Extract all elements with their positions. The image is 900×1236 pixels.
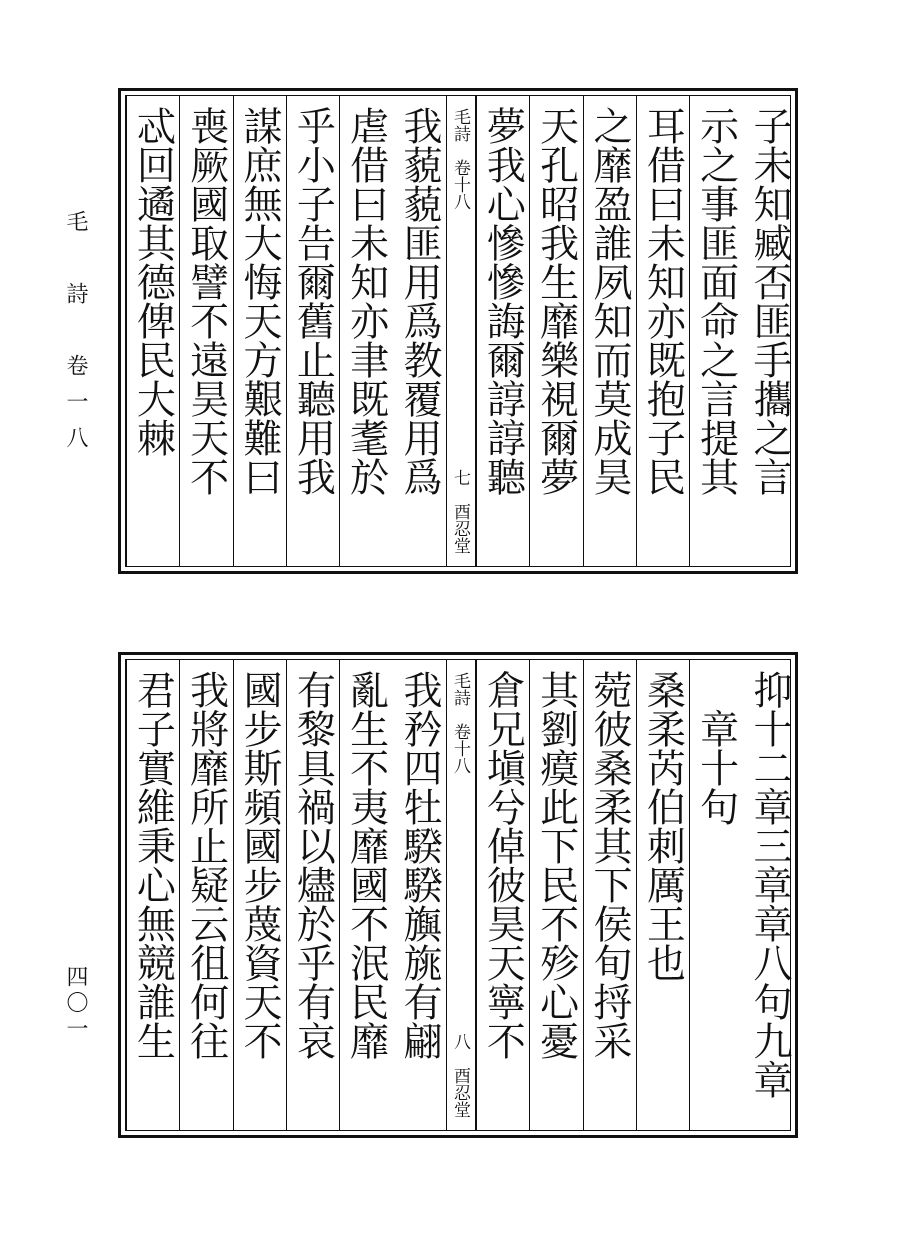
page-number: 四〇一 xyxy=(63,965,88,1043)
text-column: 天孔昭我生靡樂視爾夢 xyxy=(529,96,582,566)
text-column: 亂生不夷靡國不泯民靡 xyxy=(339,660,392,1130)
gutter-title: 毛詩 卷十八 xyxy=(450,672,470,774)
text-column: 謀庶無大悔天方艱難曰 xyxy=(233,96,286,566)
text-column: 菀彼桑柔其下侯旬捋采 xyxy=(583,660,636,1130)
text-column: 忒回遹其德俾民大棘 xyxy=(126,96,179,566)
text-column: 虐借曰未知亦聿既耄於 xyxy=(339,96,392,566)
text-column: 我藐藐匪用爲教覆用爲 xyxy=(396,106,442,496)
gutter-folio: 七 酉忍堂 xyxy=(450,469,470,554)
text-column: 示之事匪面命之言提其 xyxy=(689,96,742,566)
gutter-folio: 八 酉忍堂 xyxy=(450,1033,470,1118)
text-column: 乎小子告爾舊止聽用我 xyxy=(286,96,339,566)
text-column: 桑柔芮伯刺厲王也 xyxy=(636,660,689,1130)
text-column: 抑十二章三章章八句九章 xyxy=(746,670,792,1099)
text-column: 之靡盈誰夙知而莫成昊 xyxy=(583,96,636,566)
gutter-title: 毛詩 卷十八 xyxy=(450,108,470,210)
text-column: 有黎具禍以燼於乎有哀 xyxy=(286,660,339,1130)
text-column: 夢我心慘慘誨爾諄諄聽 xyxy=(476,96,529,566)
text-column: 喪厥國取譬不遠昊天不 xyxy=(179,96,232,566)
center-gutter xyxy=(446,96,476,566)
text-column: 我將靡所止疑云徂何往 xyxy=(179,660,232,1130)
text-column: 其劉瘼此下民不殄心憂 xyxy=(529,660,582,1130)
text-column: 章十句 xyxy=(689,660,742,1130)
text-column: 我矜四牡騤騤旟旐有翩 xyxy=(396,670,442,1060)
text-column: 耳借曰未知亦既抱子民 xyxy=(636,96,689,566)
top-text-block xyxy=(118,88,798,574)
bottom-text-block xyxy=(118,652,798,1138)
text-column: 倉兄塡兮倬彼昊天寧不 xyxy=(476,660,529,1130)
text-column: 子未知臧否匪手攜之言 xyxy=(746,106,792,496)
side-title: 毛 詩 卷一八 xyxy=(63,210,88,462)
text-column: 君子實維秉心無競誰生 xyxy=(126,660,179,1130)
text-column: 國步斯頻國步蔑資天不 xyxy=(233,660,286,1130)
center-gutter xyxy=(446,660,476,1130)
